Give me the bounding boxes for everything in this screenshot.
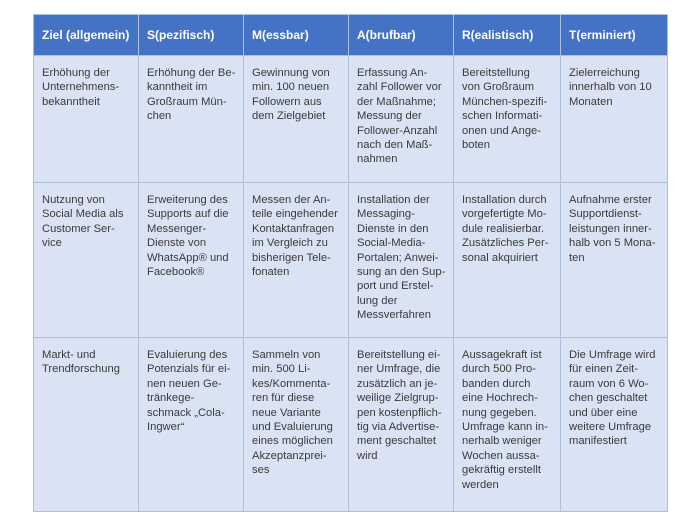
table-cell bbox=[454, 56, 561, 183]
table-cell bbox=[349, 183, 454, 338]
cell-text: Bereitstellung von Großraum München-spezifi- schen Informati- onen und Ange- boten bbox=[462, 67, 548, 152]
table-cell bbox=[139, 183, 244, 338]
table-body bbox=[34, 56, 668, 512]
table-cell bbox=[349, 338, 454, 512]
header-abrufbar: A(brufbar) bbox=[349, 15, 454, 56]
header-ziel-allgemein: Ziel (allgemein) bbox=[34, 15, 139, 56]
table-row bbox=[34, 56, 668, 183]
table-cell bbox=[561, 338, 668, 512]
header-spezifisch: S(pezifisch) bbox=[139, 15, 244, 56]
cell-text: Aufnahme erster Supportdienst- leistungen inner- halb von 5 Mona- ten bbox=[569, 194, 656, 264]
table-cell bbox=[349, 56, 454, 183]
table-cell bbox=[244, 56, 349, 183]
cell-text: Zielerreichung innerhalb von 10 Monaten bbox=[569, 67, 652, 108]
table-header bbox=[34, 15, 668, 56]
header-row bbox=[34, 15, 668, 56]
cell-text: Markt- und Trendforschung bbox=[42, 349, 120, 376]
cell-text: Aussagekraft ist durch 500 Pro- banden durch eine Hochrech- nung gegeben. Umfrage kann in- nerhalb weniger Wochen aussa- gekräftig erstellt werden bbox=[462, 349, 548, 491]
header-terminiert: T(erminiert) bbox=[561, 15, 668, 56]
cell-text: Installation durch vorgefertigte Mo- dule realisierbar. Zusätzliches Per- sonal akquiriert bbox=[462, 194, 549, 264]
table-row bbox=[34, 183, 668, 338]
cell-text: Gewinnung von min. 100 neuen Followern aus dem Zielgebiet bbox=[252, 67, 330, 123]
cell-text: Erhöhung der Unternehmens- bekanntheit bbox=[42, 67, 120, 108]
table-row bbox=[34, 338, 668, 512]
cell-text: Erhöhung der Be- kanntheit im Großraum Mün- chen bbox=[147, 67, 236, 123]
cell-text: Installation der Messaging- Dienste in den Social-Media- Portalen; Anwei- sung an den Sup- port und Erstel- lung der Messverfahren bbox=[357, 194, 446, 322]
table-cell bbox=[561, 183, 668, 338]
header-messbar: M(essbar) bbox=[244, 15, 349, 56]
table-cell bbox=[34, 56, 139, 183]
table-cell bbox=[139, 338, 244, 512]
header-realistisch: R(ealistisch) bbox=[454, 15, 561, 56]
cell-text: Nutzung von Social Media als Customer Ser- vice bbox=[42, 194, 124, 250]
table-cell bbox=[244, 183, 349, 338]
cell-text: Messen der An- teile eingehender Kontaktanfragen im Vergleich zu bisherigen Tele- fonaten bbox=[252, 194, 338, 279]
table-cell bbox=[139, 56, 244, 183]
cell-text: Erfassung An- zahl Follower vor der Maßnahme; Messung der Follower-Anzahl nach den Maß- nahmen bbox=[357, 67, 442, 166]
table-cell bbox=[561, 56, 668, 183]
cell-text: Erweiterung des Supports auf die Messenger- Dienste von WhatsApp® und Facebook® bbox=[147, 194, 229, 279]
table-cell bbox=[34, 338, 139, 512]
smart-goals-table bbox=[33, 14, 668, 512]
cell-text: Sammeln von min. 500 Li- kes/Kommenta- ren für diese neue Variante und Evaluierung eines möglichen Akzeptanzprei- ses bbox=[252, 349, 333, 477]
table-cell bbox=[454, 338, 561, 512]
table-cell bbox=[244, 338, 349, 512]
table-cell bbox=[34, 183, 139, 338]
cell-text: Evaluierung des Potenzials für ei- nen neuen Ge- tränkege- schmack „Cola- Ingwer“ bbox=[147, 349, 231, 434]
cell-text: Die Umfrage wird für einen Zeit- raum von 6 Wo- chen geschaltet und über eine weitere Umfrage manifestiert bbox=[569, 349, 656, 448]
cell-text: Bereitstellung ei- ner Umfrage, die zusätzlich an je- weilige Zielgrup- pen kostenpflich- tig via Advertise- ment geschaltet wird bbox=[357, 349, 442, 462]
table-cell bbox=[454, 183, 561, 338]
